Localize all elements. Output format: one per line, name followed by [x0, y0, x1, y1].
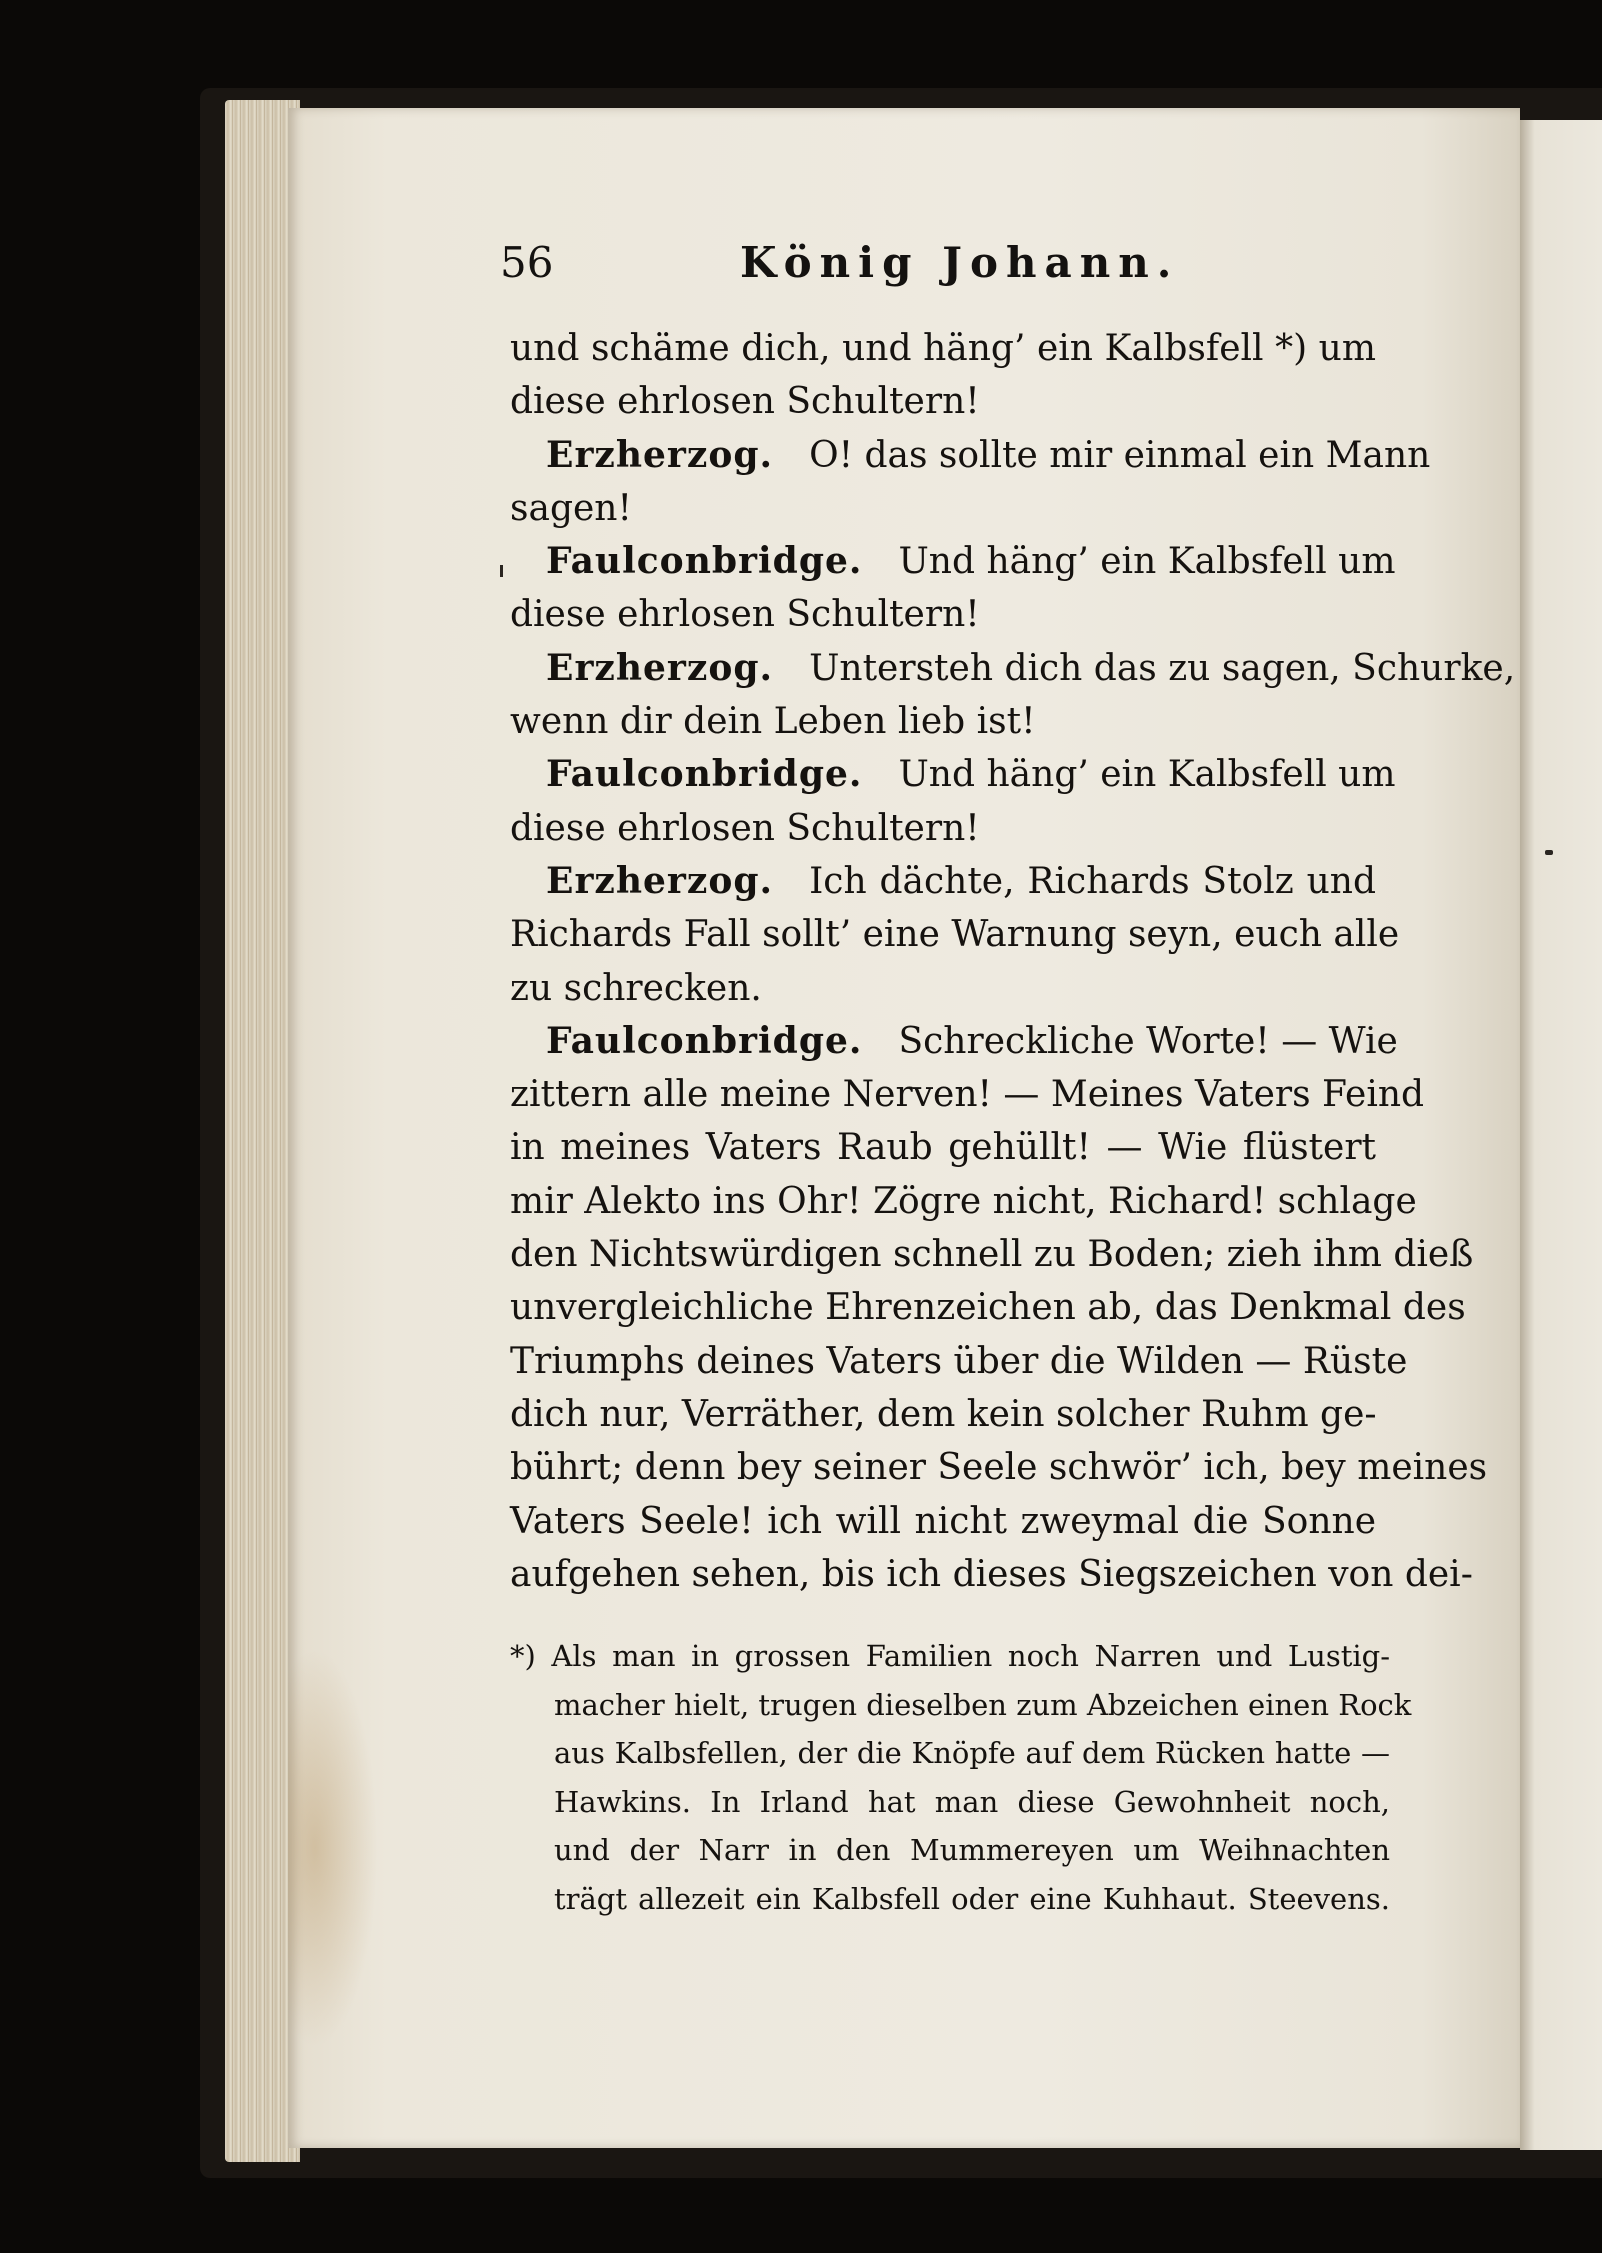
- speaker-name: Faulconbridge.: [546, 540, 863, 583]
- line-text: unvergleichliche Ehrenzeichen ab, das Denkmal des: [510, 1287, 1466, 1329]
- text-line: [510, 375, 1376, 428]
- ink-mark: [500, 565, 503, 577]
- line-text: Und häng’ ein Kalbsfell um: [898, 541, 1396, 583]
- line-text: mir Alekto ins Ohr! Zögre nicht, Richard! schlage: [510, 1180, 1417, 1222]
- speech-line: [510, 748, 1396, 801]
- speaker-name: Erzherzog.: [546, 859, 774, 902]
- line-text: und schäme dich, und häng’ ein Kalbsfell *) um: [510, 328, 1376, 369]
- text-line: [510, 1548, 1473, 1601]
- line-text: diese ehrlosen Schultern!: [510, 381, 980, 423]
- margin-speck: [1545, 850, 1553, 855]
- speaker-name: Faulconbridge.: [546, 753, 863, 796]
- line-text: Triumphs deines Vaters über die Wilden — Rüste: [510, 1340, 1408, 1382]
- text-line: [510, 908, 1400, 961]
- footnote-line: Hawkins. In Irland hat man diese Gewohnheit noch,: [554, 1784, 1390, 1819]
- text-line: [510, 1228, 1474, 1281]
- text-line: [510, 1121, 1376, 1174]
- text-line: [510, 1335, 1408, 1388]
- text-line: [510, 1441, 1488, 1494]
- line-text: aufgehen sehen, bis ich dieses Siegszeichen von dei-: [510, 1553, 1473, 1595]
- line-text: Vaters Seele! ich will nicht zweymal die Sonne: [510, 1500, 1376, 1542]
- text-line: [510, 802, 1376, 855]
- line-text: den Nichtswürdigen schnell zu Boden; zieh ihm dieß: [510, 1234, 1474, 1276]
- speech-line: [510, 642, 1516, 695]
- page-number: 56: [500, 238, 554, 287]
- line-text: zu schrecken.: [510, 967, 762, 1009]
- text-line: [510, 588, 1376, 641]
- speaker-name: Erzherzog.: [546, 433, 774, 476]
- line-text: bührt; denn bey seiner Seele schwör’ ich, bey meines: [510, 1447, 1488, 1489]
- footnote-line: trägt allezeit ein Kalbsfell oder eine Kuhhaut. Steevens.: [554, 1881, 1390, 1916]
- speech-line: [510, 429, 1431, 482]
- facing-page-edge: [1520, 120, 1602, 2150]
- line-text: Richards Fall sollt’ eine Warnung seyn, euch alle: [510, 914, 1400, 956]
- text-line: [510, 322, 1376, 375]
- speech-line: [510, 535, 1396, 588]
- speaker-name: Faulconbridge.: [546, 1019, 863, 1062]
- line-text: diese ehrlosen Schultern!: [510, 594, 980, 636]
- text-line: [510, 962, 1376, 1015]
- line-text: in meines Vaters Raub gehüllt! — Wie flüstert: [510, 1127, 1376, 1169]
- line-text: wenn dir dein Leben lieb ist!: [510, 701, 1036, 743]
- running-title: König Johann.: [740, 238, 1180, 287]
- line-text: Schreckliche Worte! — Wie: [898, 1020, 1398, 1062]
- page-header: [500, 238, 1380, 298]
- speech-line: [510, 855, 1376, 908]
- line-text: Ich dächte, Richards Stolz und: [809, 860, 1376, 902]
- line-text: diese ehrlosen Schultern!: [510, 807, 980, 849]
- line-text: dich nur, Verräther, dem kein solcher Ruhm ge-: [510, 1393, 1377, 1435]
- line-text: Und häng’ ein Kalbsfell um: [898, 754, 1396, 796]
- speech-line: [510, 1015, 1398, 1068]
- line-text: O! das sollte mir einmal ein Mann: [809, 434, 1431, 476]
- line-text: Untersteh dich das zu sagen, Schurke,: [809, 647, 1516, 689]
- text-line: [510, 1495, 1376, 1548]
- text-line: [510, 1388, 1376, 1441]
- text-line: [510, 1175, 1417, 1228]
- main-text: [510, 322, 1516, 1601]
- footnote-line: aus Kalbsfellen, der die Knöpfe auf dem Rücken hatte —: [554, 1736, 1390, 1770]
- speaker-name: Erzherzog.: [546, 646, 774, 689]
- footnote-line: macher hielt, trugen dieselben zum Abzeichen einen Rock: [554, 1687, 1412, 1722]
- footnote-line: und der Narr in den Mummereyen um Weihnachten: [554, 1833, 1390, 1867]
- paper-stain: [288, 1648, 378, 2048]
- line-text: zittern alle meine Nerven! — Meines Vaters Feind: [510, 1074, 1425, 1116]
- footnote-line: *) Als man in grossen Familien noch Narren und Lustig-: [510, 1639, 1390, 1673]
- line-text: sagen!: [510, 487, 632, 529]
- text-line: [510, 482, 1376, 535]
- text-line: [510, 695, 1376, 748]
- text-line: [510, 1281, 1466, 1334]
- text-line: [510, 1068, 1425, 1121]
- footnote-block: [510, 1632, 1412, 1923]
